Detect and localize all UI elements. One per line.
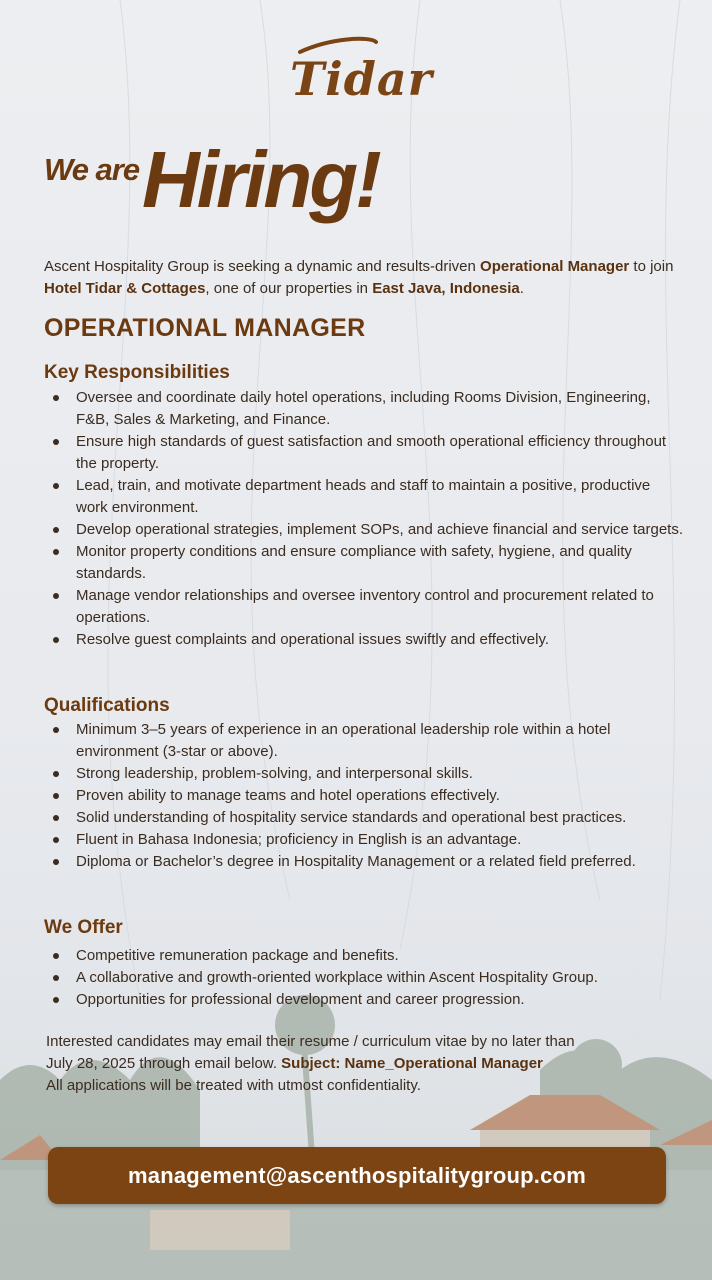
bullet-icon	[53, 837, 59, 843]
bullet-icon	[53, 859, 59, 865]
offer-heading: We Offer	[44, 917, 123, 938]
bullet-icon	[53, 483, 59, 489]
intro-part2: to join	[629, 258, 674, 275]
bullet-icon	[53, 549, 59, 555]
qualifications-heading: Qualifications	[44, 695, 170, 716]
tidar-logo	[290, 30, 433, 120]
intro-role: Operational Manager	[480, 258, 630, 275]
responsibilities-heading: Key Responsibilities	[44, 362, 230, 383]
bullet-icon	[53, 593, 59, 599]
list-item: Minimum 3–5 years of experience in an operational leadership role within a hotel environment (3-star or above).	[44, 719, 684, 763]
list-item: Competitive remuneration package and benefits.	[44, 945, 684, 967]
closing-line1: Interested candidates may email their resume / curriculum vitae by no later than	[46, 1033, 575, 1050]
closing-line2: July 28, 2025 through email below. Subject: Name_Operational Manager	[46, 1055, 543, 1072]
email-address[interactable]: management@ascenthospitalitygroup.com	[128, 1162, 586, 1188]
intro-paragraph	[44, 256, 684, 300]
responsibilities-list	[44, 387, 684, 651]
intro-part4: .	[519, 280, 524, 297]
closing-line3: All applications will be treated with utmost confidentiality.	[46, 1077, 421, 1094]
intro-part1: Ascent Hospitality Group is seeking a dynamic and results-driven	[44, 258, 481, 275]
list-item: Develop operational strategies, implement SOPs, and achieve financial and service targets.	[44, 519, 684, 541]
intro-location: East Java, Indonesia	[372, 280, 520, 297]
list-item: Monitor property conditions and ensure compliance with safety, hygiene, and quality standards.	[44, 541, 684, 585]
bullet-icon	[53, 439, 59, 445]
list-item: Resolve guest complaints and operational issues swiftly and effectively.	[44, 629, 684, 651]
email-subject: Subject: Name_Operational Manager	[281, 1055, 543, 1072]
list-item: Oversee and coordinate daily hotel operations, including Rooms Division, Engineering, F&B, Sales & Marketing, and Finance.	[44, 387, 684, 431]
bullet-icon	[53, 975, 59, 981]
bullet-icon	[53, 637, 59, 643]
job-title: OPERATIONAL MANAGER	[44, 314, 366, 342]
bullet-icon	[53, 727, 59, 733]
bullet-icon	[53, 527, 59, 533]
bullet-icon	[53, 953, 59, 959]
offer-list	[44, 945, 684, 1011]
intro-part3: , one of our properties in	[205, 280, 373, 297]
logo-text: Tidar	[290, 52, 433, 106]
headline-prefix: We are	[44, 152, 140, 187]
list-item: A collaborative and growth-oriented workplace within Ascent Hospitality Group.	[44, 967, 684, 989]
list-item: Solid understanding of hospitality service standards and operational best practices.	[44, 807, 684, 829]
list-item: Manage vendor relationships and oversee inventory control and procurement related to operations.	[44, 585, 684, 629]
email-address-button[interactable]	[48, 1147, 666, 1204]
list-item: Strong leadership, problem-solving, and interpersonal skills.	[44, 763, 684, 785]
headline-main: Hiring!	[142, 135, 379, 224]
list-item: Opportunities for professional development and career progression.	[44, 989, 684, 1011]
list-item: Lead, train, and motivate department heads and staff to maintain a positive, productive work environment.	[44, 475, 684, 519]
bullet-icon	[53, 997, 59, 1003]
list-item: Ensure high standards of guest satisfaction and smooth operational efficiency throughout the property.	[44, 431, 684, 475]
closing-paragraph	[46, 1031, 686, 1097]
bullet-icon	[53, 771, 59, 777]
list-item: Proven ability to manage teams and hotel operations effectively.	[44, 785, 684, 807]
bullet-icon	[53, 815, 59, 821]
list-item: Fluent in Bahasa Indonesia; proficiency in English is an advantage.	[44, 829, 684, 851]
list-item: Diploma or Bachelor’s degree in Hospitality Management or a related field preferred.	[44, 851, 684, 873]
bullet-icon	[53, 793, 59, 799]
intro-hotel: Hotel Tidar & Cottages	[44, 280, 206, 297]
qualifications-list	[44, 719, 684, 873]
bullet-icon	[53, 395, 59, 401]
